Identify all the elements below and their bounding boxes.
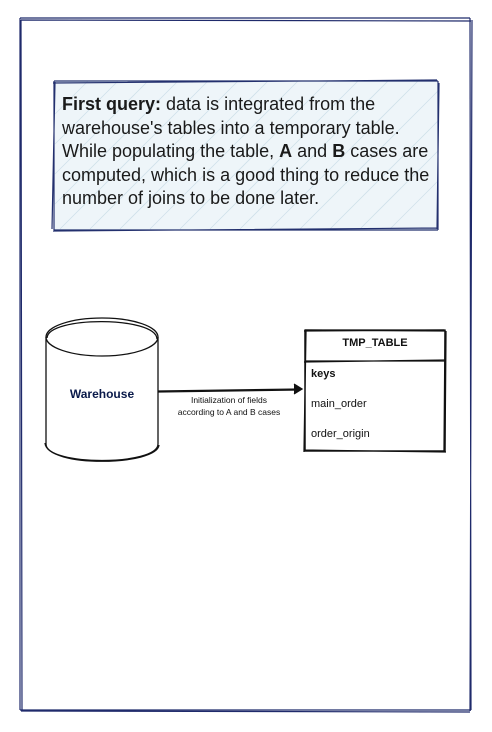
note-lead: First query: <box>62 94 162 114</box>
note-part1: data is integrated from the warehouse's tables into a temporary table. While populating the table, <box>62 94 400 161</box>
note-part2: and <box>292 141 333 161</box>
note-part3: cases are computed, which is a good thing to reduce the number of joins to be done later. <box>62 141 430 208</box>
tmp-table-row-main-order: main_order <box>311 398 367 410</box>
note-case-a: A <box>279 141 293 161</box>
connector-arrow <box>158 384 302 394</box>
edge-label-line1: Initialization of fields <box>190 395 268 405</box>
edge-label <box>165 394 293 418</box>
note-text <box>62 93 442 211</box>
warehouse-label: Warehouse <box>69 387 135 401</box>
tmp-table-row-order-origin: order_origin <box>311 428 370 440</box>
tmp-table-title: TMP_TABLE <box>342 337 408 349</box>
note-case-b: B <box>332 141 346 161</box>
tmp-table-row-keys: keys <box>311 368 336 380</box>
edge-label-line2: according to A and B cases <box>177 407 281 417</box>
